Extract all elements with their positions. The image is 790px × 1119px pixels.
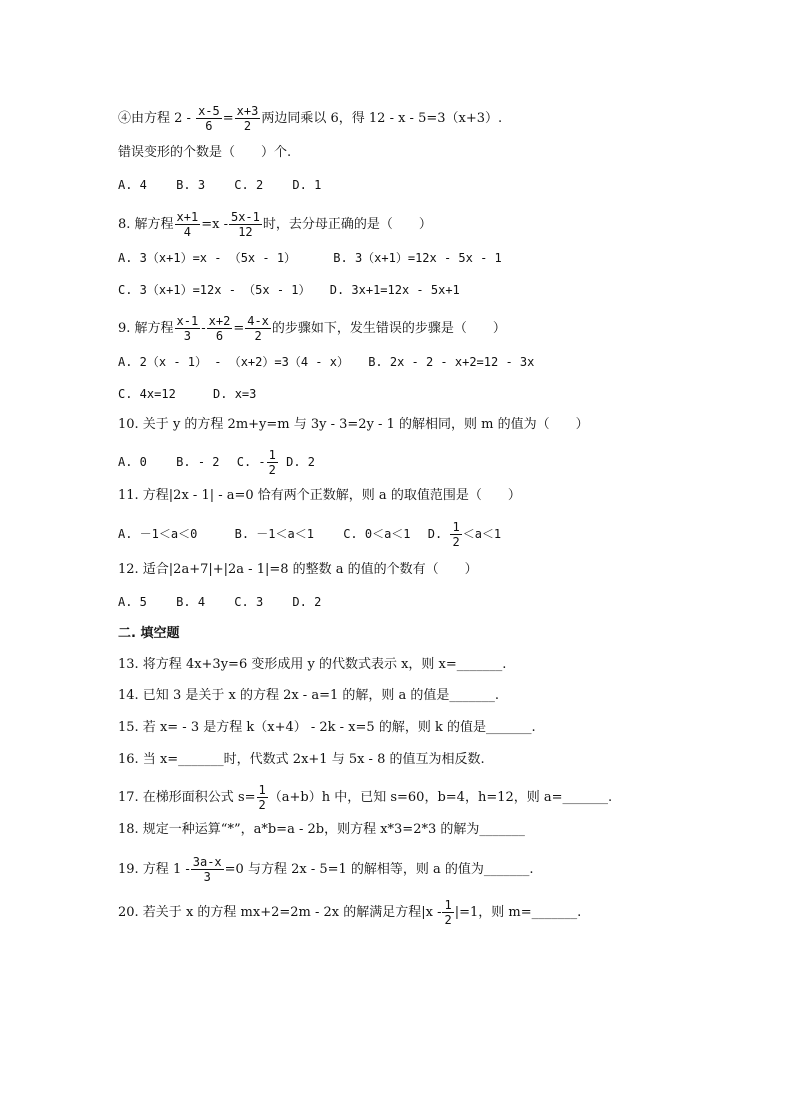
q7-item4 (118, 104, 502, 133)
q8-mid: =x - (201, 217, 228, 232)
q11-stem: 11. 方程|2x - 1| - a=0 恰有两个正数解，则 a 的取值范围是（ ） (118, 488, 521, 503)
q8-option-b: B. 3（x+1）=12x - 5x - 1 (333, 251, 502, 265)
q9-option-a: A. 2（x - 1） - （x+2）=3（4 - x） (118, 355, 349, 369)
q10-option-d: D. 2 (286, 455, 316, 469)
q12-option-c: C. 3 (234, 595, 264, 609)
q9-option-d: D. x=3 (213, 387, 257, 401)
q9-fraction-1: $\frac{x-1}{3}$ (176, 314, 199, 343)
q19-post: =0 与方程 2x - 5=1 的解相等，则 a 的值为_______. (224, 862, 534, 877)
q17 (118, 783, 612, 812)
q19 (118, 855, 534, 884)
q20 (118, 898, 581, 927)
q7-options (118, 175, 321, 195)
q10-option-a: A. 0 (118, 455, 147, 469)
q11-option-c: C. 0＜a＜1 (343, 527, 411, 541)
q11-options (118, 520, 501, 549)
q9-post: 的步骤如下，发生错误的步骤是（ ） (271, 321, 506, 336)
q11-option-b: B. －1＜a＜1 (234, 527, 314, 541)
q20-fraction: $\frac{1}{2}$ (444, 898, 452, 927)
q9-stem (118, 314, 506, 343)
q18: 18. 规定一种运算“*”，a*b=a - 2b，则方程 x*3=2*3 的解为_______ (118, 822, 525, 837)
q12-stem: 12. 适合|2a+7|+|2a - 1|=8 的整数 a 的值的个数有（ ） (118, 562, 478, 577)
q9-options-cd (118, 384, 256, 404)
q8-fraction-1: $\frac{x+1}{4}$ (176, 210, 199, 239)
q12-option-b: B. 4 (176, 595, 206, 609)
q14: 14. 已知 3 是关于 x 的方程 2x - a=1 的解，则 a 的值是_______. (118, 688, 500, 703)
q12-option-a: A. 5 (118, 595, 147, 609)
q9-options-ab (118, 352, 534, 372)
q19-pre: 19. 方程 1 - (118, 862, 190, 877)
section-title-fill-in: 二. 填空题 (118, 626, 180, 641)
q8-fraction-2: $\frac{5x-1}{12}$ (230, 210, 260, 239)
q7-option-b: B. 3 (176, 178, 206, 192)
q7-eq: = (222, 111, 234, 126)
q11-option-a: A. －1＜a＜0 (118, 527, 198, 541)
q7-question: 错误变形的个数是（ ）个. (118, 145, 292, 160)
q12-option-d: D. 2 (292, 595, 322, 609)
q17-fraction: $\frac{1}{2}$ (258, 783, 266, 812)
q8-options-cd (118, 280, 460, 300)
q8-option-a: A. 3（x+1）=x - （5x - 1） (118, 251, 297, 265)
q7-option-a: A. 4 (118, 178, 147, 192)
q7-item4-post: 两边同乘以 6，得 12 - x - 5=3（x+3）. (261, 111, 503, 126)
q9-fraction-2: $\frac{x+2}{6}$ (208, 314, 231, 343)
q7-fraction-2: $\frac{x+3}{2}$ (236, 104, 259, 133)
q16: 16. 当 x=_______时，代数式 2x+1 与 5x - 8 的值互为相反数. (118, 752, 485, 767)
q19-fraction: $\frac{3a-x}{3}$ (192, 855, 222, 884)
q7-fraction-1: $\frac{x-5}{6}$ (198, 104, 220, 133)
q8-option-c: C. 3（x+1）=12x - （5x - 1） (118, 283, 311, 297)
q10-option-c: C. - $\frac{1}{2}$ (236, 448, 276, 477)
q9-fraction-3: $\frac{4-x}{2}$ (247, 314, 269, 343)
q8-pre: 8. 解方程 (118, 217, 174, 232)
q8-stem (118, 210, 432, 239)
q9-minus: - (201, 321, 206, 336)
q13: 13. 将方程 4x+3y=6 变形成用 y 的代数式表示 x，则 x=_______. (118, 657, 507, 672)
q7-option-d: D. 1 (292, 178, 322, 192)
q9-pre: 9. 解方程 (118, 321, 174, 336)
q12-options (118, 592, 321, 612)
q15: 15. 若 x= - 3 是方程 k（x+4） - 2k - x=5 的解，则 k 的值是_______. (118, 720, 536, 735)
q9-eq: = (233, 321, 245, 336)
q8-option-d: D. 3x+1=12x - 5x+1 (329, 283, 460, 297)
q17-pre: 17. 在梯形面积公式 s= (118, 790, 256, 805)
q9-option-b: B. 2x - 2 - x+2=12 - 3x (368, 355, 535, 369)
q7-option-c: C. 2 (234, 178, 264, 192)
q20-pre: 20. 若关于 x 的方程 mx+2=2m - 2x 的解满足方程|x - (118, 905, 442, 920)
q8-post: 时，去分母正确的是（ ） (262, 217, 432, 232)
q8-options-ab (118, 248, 502, 268)
q20-post: |=1，则 m=_______. (454, 905, 582, 920)
q10-stem: 10. 关于 y 的方程 2m+y=m 与 3y - 3=2y - 1 的解相同，则 m 的值为（ ） (118, 417, 589, 432)
q7-item4-pre: ④由方程 2 - (118, 111, 191, 126)
q10-options (118, 448, 315, 477)
q10-option-b: B. - 2 (176, 455, 220, 469)
q9-option-c: C. 4x=12 (118, 387, 176, 401)
q11-option-d: D. $\frac{1}{2}$ ＜a＜1 (427, 520, 502, 549)
q17-post: （a+b）h 中，已知 s=60，b=4，h=12，则 a=_______. (268, 790, 613, 805)
